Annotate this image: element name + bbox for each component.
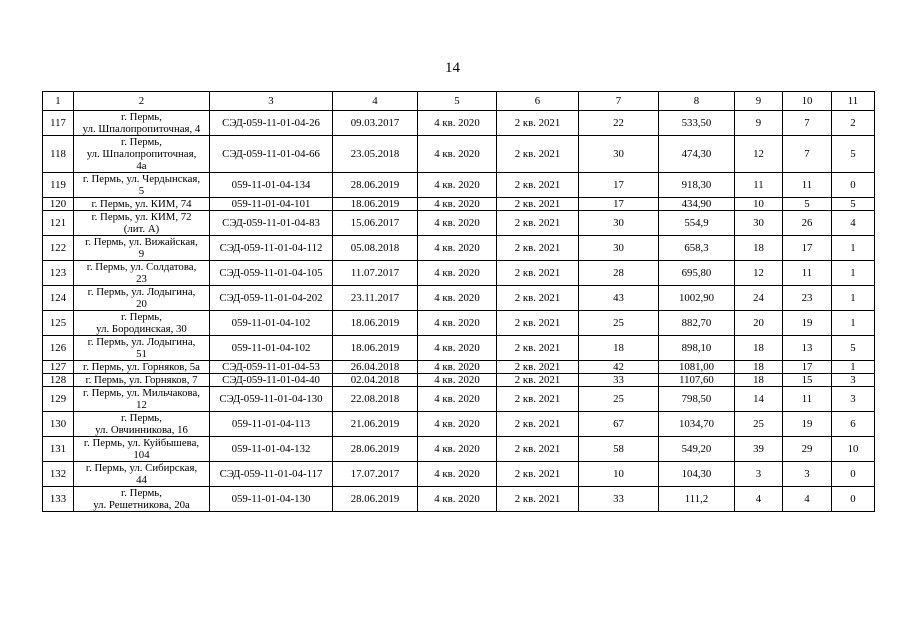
start-period-cell: 4 кв. 2020 <box>418 437 497 462</box>
count-c-cell: 10 <box>832 437 875 462</box>
page-number: 14 <box>445 60 460 76</box>
document-date-cell: 23.11.2017 <box>333 286 418 311</box>
table-row <box>43 412 875 437</box>
document-number-cell: 059-11-01-04-113 <box>210 412 333 437</box>
area-cell: 549,20 <box>659 437 735 462</box>
count-b-cell: 5 <box>783 198 832 211</box>
end-period-cell: 2 кв. 2021 <box>497 286 579 311</box>
area-cell: 898,10 <box>659 336 735 361</box>
count-c-cell: 6 <box>832 412 875 437</box>
area-cell: 1002,90 <box>659 286 735 311</box>
count-b-cell: 17 <box>783 361 832 374</box>
count-total-cell: 17 <box>579 173 659 198</box>
count-b-cell: 29 <box>783 437 832 462</box>
document-date-cell: 05.08.2018 <box>333 236 418 261</box>
count-c-cell: 5 <box>832 136 875 173</box>
document-date-cell: 18.06.2019 <box>333 336 418 361</box>
table-row <box>43 111 875 136</box>
address-cell: г. Пермь, ул. Лодыгина, 51 <box>74 336 210 361</box>
area-cell: 533,50 <box>659 111 735 136</box>
area-cell: 474,30 <box>659 136 735 173</box>
count-b-cell: 26 <box>783 211 832 236</box>
count-total-cell: 30 <box>579 236 659 261</box>
count-a-cell: 18 <box>735 374 783 387</box>
start-period-cell: 4 кв. 2020 <box>418 173 497 198</box>
column-header: 6 <box>497 92 579 111</box>
count-a-cell: 18 <box>735 336 783 361</box>
count-c-cell: 1 <box>832 236 875 261</box>
row-number-cell: 121 <box>43 211 74 236</box>
document-date-cell: 22.08.2018 <box>333 387 418 412</box>
end-period-cell: 2 кв. 2021 <box>497 412 579 437</box>
end-period-cell: 2 кв. 2021 <box>497 374 579 387</box>
document-date-cell: 23.05.2018 <box>333 136 418 173</box>
count-c-cell: 4 <box>832 211 875 236</box>
count-total-cell: 17 <box>579 198 659 211</box>
document-number-cell: СЭД-059-11-01-04-105 <box>210 261 333 286</box>
document-number-cell: 059-11-01-04-102 <box>210 311 333 336</box>
end-period-cell: 2 кв. 2021 <box>497 487 579 512</box>
start-period-cell: 4 кв. 2020 <box>418 311 497 336</box>
document-number-cell: 059-11-01-04-134 <box>210 173 333 198</box>
count-b-cell: 19 <box>783 311 832 336</box>
table-header-row <box>43 92 875 111</box>
count-c-cell: 3 <box>832 374 875 387</box>
table-row <box>43 286 875 311</box>
end-period-cell: 2 кв. 2021 <box>497 173 579 198</box>
row-number-cell: 130 <box>43 412 74 437</box>
document-number-cell: 059-11-01-04-101 <box>210 198 333 211</box>
start-period-cell: 4 кв. 2020 <box>418 198 497 211</box>
count-total-cell: 58 <box>579 437 659 462</box>
column-header: 7 <box>579 92 659 111</box>
count-b-cell: 3 <box>783 462 832 487</box>
document-date-cell: 28.06.2019 <box>333 173 418 198</box>
document-date-cell: 18.06.2019 <box>333 311 418 336</box>
count-total-cell: 25 <box>579 311 659 336</box>
table-row <box>43 462 875 487</box>
document-number-cell: СЭД-059-11-01-04-202 <box>210 286 333 311</box>
count-a-cell: 9 <box>735 111 783 136</box>
start-period-cell: 4 кв. 2020 <box>418 336 497 361</box>
document-date-cell: 02.04.2018 <box>333 374 418 387</box>
count-a-cell: 25 <box>735 412 783 437</box>
area-cell: 658,3 <box>659 236 735 261</box>
count-a-cell: 11 <box>735 173 783 198</box>
document-number-cell: СЭД-059-11-01-04-83 <box>210 211 333 236</box>
count-c-cell: 1 <box>832 361 875 374</box>
table-row <box>43 311 875 336</box>
start-period-cell: 4 кв. 2020 <box>418 387 497 412</box>
table-row <box>43 487 875 512</box>
column-header: 11 <box>832 92 875 111</box>
row-number-cell: 129 <box>43 387 74 412</box>
count-c-cell: 0 <box>832 487 875 512</box>
count-total-cell: 42 <box>579 361 659 374</box>
end-period-cell: 2 кв. 2021 <box>497 336 579 361</box>
document-date-cell: 28.06.2019 <box>333 437 418 462</box>
count-b-cell: 23 <box>783 286 832 311</box>
start-period-cell: 4 кв. 2020 <box>418 261 497 286</box>
end-period-cell: 2 кв. 2021 <box>497 261 579 286</box>
count-b-cell: 15 <box>783 374 832 387</box>
end-period-cell: 2 кв. 2021 <box>497 198 579 211</box>
count-total-cell: 18 <box>579 336 659 361</box>
count-a-cell: 12 <box>735 136 783 173</box>
start-period-cell: 4 кв. 2020 <box>418 412 497 437</box>
count-b-cell: 17 <box>783 236 832 261</box>
count-c-cell: 1 <box>832 311 875 336</box>
row-number-cell: 132 <box>43 462 74 487</box>
document-date-cell: 28.06.2019 <box>333 487 418 512</box>
address-cell: г. Пермь, ул. Лодыгина, 20 <box>74 286 210 311</box>
document-date-cell: 26.04.2018 <box>333 361 418 374</box>
table-row <box>43 173 875 198</box>
count-a-cell: 12 <box>735 261 783 286</box>
start-period-cell: 4 кв. 2020 <box>418 286 497 311</box>
address-cell: г. Пермь, ул. Горняков, 7 <box>74 374 210 387</box>
count-a-cell: 14 <box>735 387 783 412</box>
area-cell: 1081,00 <box>659 361 735 374</box>
end-period-cell: 2 кв. 2021 <box>497 311 579 336</box>
document-number-cell: СЭД-059-11-01-04-130 <box>210 387 333 412</box>
row-number-cell: 126 <box>43 336 74 361</box>
address-cell: г. Пермь, ул. Солдатова, 23 <box>74 261 210 286</box>
area-cell: 1107,60 <box>659 374 735 387</box>
document-date-cell: 15.06.2017 <box>333 211 418 236</box>
area-cell: 918,30 <box>659 173 735 198</box>
count-a-cell: 20 <box>735 311 783 336</box>
start-period-cell: 4 кв. 2020 <box>418 361 497 374</box>
count-total-cell: 10 <box>579 462 659 487</box>
count-b-cell: 13 <box>783 336 832 361</box>
count-total-cell: 30 <box>579 211 659 236</box>
row-number-cell: 133 <box>43 487 74 512</box>
count-total-cell: 33 <box>579 487 659 512</box>
address-cell: г. Пермь, ул. Горняков, 5а <box>74 361 210 374</box>
column-header: 3 <box>210 92 333 111</box>
count-a-cell: 4 <box>735 487 783 512</box>
document-number-cell: СЭД-059-11-01-04-40 <box>210 374 333 387</box>
count-a-cell: 39 <box>735 437 783 462</box>
count-b-cell: 7 <box>783 111 832 136</box>
document-number-cell: СЭД-059-11-01-04-53 <box>210 361 333 374</box>
document-number-cell: СЭД-059-11-01-04-26 <box>210 111 333 136</box>
count-a-cell: 18 <box>735 236 783 261</box>
area-cell: 554,9 <box>659 211 735 236</box>
document-number-cell: 059-11-01-04-102 <box>210 336 333 361</box>
document-number-cell: СЭД-059-11-01-04-112 <box>210 236 333 261</box>
address-cell: г. Пермь, ул. Овчинникова, 16 <box>74 412 210 437</box>
table-row <box>43 336 875 361</box>
address-cell: г. Пермь, ул. Бородинская, 30 <box>74 311 210 336</box>
count-c-cell: 1 <box>832 286 875 311</box>
end-period-cell: 2 кв. 2021 <box>497 437 579 462</box>
row-number-cell: 122 <box>43 236 74 261</box>
table-row <box>43 437 875 462</box>
table-row <box>43 387 875 412</box>
area-cell: 434,90 <box>659 198 735 211</box>
column-header: 5 <box>418 92 497 111</box>
area-cell: 111,2 <box>659 487 735 512</box>
row-number-cell: 125 <box>43 311 74 336</box>
row-number-cell: 124 <box>43 286 74 311</box>
address-cell: г. Пермь, ул. КИМ, 72 (лит. А) <box>74 211 210 236</box>
address-cell: г. Пермь, ул. Сибирская, 44 <box>74 462 210 487</box>
document-date-cell: 09.03.2017 <box>333 111 418 136</box>
end-period-cell: 2 кв. 2021 <box>497 387 579 412</box>
row-number-cell: 118 <box>43 136 74 173</box>
count-c-cell: 5 <box>832 336 875 361</box>
table-row <box>43 198 875 211</box>
start-period-cell: 4 кв. 2020 <box>418 111 497 136</box>
document-number-cell: 059-11-01-04-130 <box>210 487 333 512</box>
start-period-cell: 4 кв. 2020 <box>418 136 497 173</box>
count-total-cell: 30 <box>579 136 659 173</box>
start-period-cell: 4 кв. 2020 <box>418 487 497 512</box>
table-row <box>43 374 875 387</box>
column-header: 1 <box>43 92 74 111</box>
count-c-cell: 5 <box>832 198 875 211</box>
count-total-cell: 33 <box>579 374 659 387</box>
row-number-cell: 119 <box>43 173 74 198</box>
row-number-cell: 120 <box>43 198 74 211</box>
column-header: 8 <box>659 92 735 111</box>
count-total-cell: 22 <box>579 111 659 136</box>
address-cell: г. Пермь, ул. Куйбышева, 104 <box>74 437 210 462</box>
address-cell: г. Пермь, ул. Решетникова, 20а <box>74 487 210 512</box>
count-c-cell: 1 <box>832 261 875 286</box>
document-number-cell: СЭД-059-11-01-04-117 <box>210 462 333 487</box>
count-c-cell: 3 <box>832 387 875 412</box>
start-period-cell: 4 кв. 2020 <box>418 374 497 387</box>
table-row <box>43 236 875 261</box>
count-b-cell: 11 <box>783 261 832 286</box>
column-header: 2 <box>74 92 210 111</box>
document-number-cell: СЭД-059-11-01-04-66 <box>210 136 333 173</box>
end-period-cell: 2 кв. 2021 <box>497 236 579 261</box>
area-cell: 882,70 <box>659 311 735 336</box>
address-cell: г. Пермь, ул. Шпалопропиточная, 4а <box>74 136 210 173</box>
row-number-cell: 127 <box>43 361 74 374</box>
end-period-cell: 2 кв. 2021 <box>497 136 579 173</box>
row-number-cell: 131 <box>43 437 74 462</box>
count-a-cell: 30 <box>735 211 783 236</box>
count-b-cell: 19 <box>783 412 832 437</box>
end-period-cell: 2 кв. 2021 <box>497 111 579 136</box>
row-number-cell: 123 <box>43 261 74 286</box>
table-row <box>43 136 875 173</box>
area-cell: 798,50 <box>659 387 735 412</box>
start-period-cell: 4 кв. 2020 <box>418 462 497 487</box>
count-a-cell: 10 <box>735 198 783 211</box>
area-cell: 104,30 <box>659 462 735 487</box>
count-c-cell: 0 <box>832 173 875 198</box>
count-a-cell: 3 <box>735 462 783 487</box>
start-period-cell: 4 кв. 2020 <box>418 236 497 261</box>
table-row <box>43 361 875 374</box>
start-period-cell: 4 кв. 2020 <box>418 211 497 236</box>
column-header: 9 <box>735 92 783 111</box>
document-date-cell: 21.06.2019 <box>333 412 418 437</box>
housing-table <box>42 91 875 512</box>
area-cell: 1034,70 <box>659 412 735 437</box>
document-date-cell: 11.07.2017 <box>333 261 418 286</box>
count-c-cell: 2 <box>832 111 875 136</box>
count-c-cell: 0 <box>832 462 875 487</box>
address-cell: г. Пермь, ул. Шпалопропиточная, 4 <box>74 111 210 136</box>
count-total-cell: 28 <box>579 261 659 286</box>
end-period-cell: 2 кв. 2021 <box>497 211 579 236</box>
table-row <box>43 261 875 286</box>
area-cell: 695,80 <box>659 261 735 286</box>
count-b-cell: 4 <box>783 487 832 512</box>
address-cell: г. Пермь, ул. Чердынская, 5 <box>74 173 210 198</box>
document-number-cell: 059-11-01-04-132 <box>210 437 333 462</box>
count-b-cell: 11 <box>783 387 832 412</box>
document-date-cell: 18.06.2019 <box>333 198 418 211</box>
row-number-cell: 128 <box>43 374 74 387</box>
address-cell: г. Пермь, ул. Вижайская, 9 <box>74 236 210 261</box>
count-a-cell: 18 <box>735 361 783 374</box>
count-total-cell: 67 <box>579 412 659 437</box>
count-total-cell: 25 <box>579 387 659 412</box>
address-cell: г. Пермь, ул. Мильчакова, 12 <box>74 387 210 412</box>
count-total-cell: 43 <box>579 286 659 311</box>
column-header: 10 <box>783 92 832 111</box>
end-period-cell: 2 кв. 2021 <box>497 361 579 374</box>
count-a-cell: 24 <box>735 286 783 311</box>
address-cell: г. Пермь, ул. КИМ, 74 <box>74 198 210 211</box>
document-date-cell: 17.07.2017 <box>333 462 418 487</box>
count-b-cell: 11 <box>783 173 832 198</box>
count-b-cell: 7 <box>783 136 832 173</box>
row-number-cell: 117 <box>43 111 74 136</box>
table-row <box>43 211 875 236</box>
end-period-cell: 2 кв. 2021 <box>497 462 579 487</box>
column-header: 4 <box>333 92 418 111</box>
